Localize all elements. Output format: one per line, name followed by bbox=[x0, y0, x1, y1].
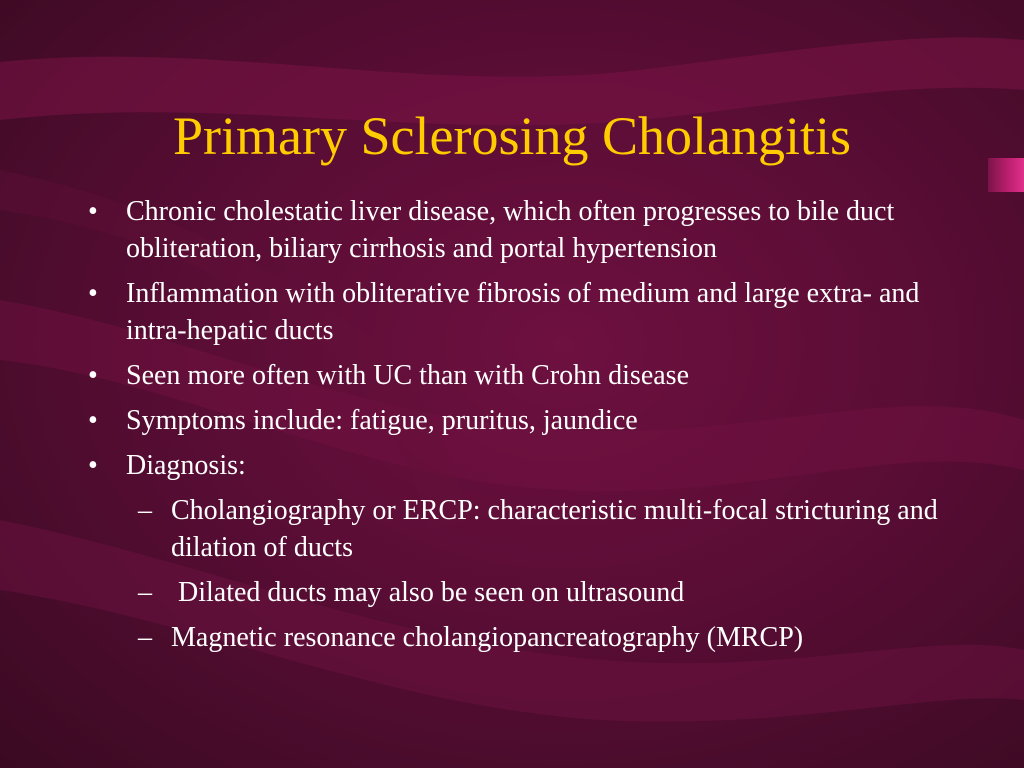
bullet-marker: • bbox=[88, 360, 98, 391]
sub-bullet-item bbox=[88, 574, 968, 611]
bullet-list bbox=[88, 193, 968, 484]
slide-content bbox=[88, 193, 968, 664]
sub-bullet-item bbox=[88, 619, 968, 656]
bullet-item bbox=[88, 357, 968, 394]
slide-title: Primary Sclerosing Cholangitis bbox=[173, 106, 851, 166]
bullet-text: Symptoms include: fatigue, pruritus, jaundice bbox=[126, 405, 638, 436]
bullet-text: Inflammation with obliterative fibrosis of medium and large extra- and intra-hepatic ducts bbox=[126, 278, 920, 346]
bullet-text: Seen more often with UC than with Crohn disease bbox=[126, 360, 690, 391]
bullet-item bbox=[88, 447, 968, 484]
bullet-text: Diagnosis: bbox=[126, 450, 246, 481]
sub-bullet-text: Cholangiography or ERCP: characteristic multi-focal stricturing and dilation of ducts bbox=[171, 495, 938, 563]
sub-bullet-marker: – bbox=[138, 495, 152, 526]
bullet-marker: • bbox=[88, 196, 98, 227]
sub-bullet-text: Dilated ducts may also be seen on ultrasound bbox=[171, 577, 685, 608]
sub-bullet-text: Magnetic resonance cholangiopancreatography (MRCP) bbox=[171, 622, 804, 653]
bullet-marker: • bbox=[88, 405, 98, 436]
bullet-item bbox=[88, 275, 968, 349]
bullet-marker: • bbox=[88, 278, 98, 309]
bullet-item bbox=[88, 193, 968, 267]
sub-bullet-list bbox=[88, 492, 968, 656]
sub-bullet-item bbox=[88, 492, 968, 566]
bullet-marker: • bbox=[88, 450, 98, 481]
bullet-text: Chronic cholestatic liver disease, which often progresses to bile duct obliteration, biliary cirrhosis and portal hypertension bbox=[126, 196, 895, 264]
bullet-item bbox=[88, 402, 968, 439]
sub-bullet-marker: – bbox=[138, 577, 152, 608]
sub-bullet-marker: – bbox=[138, 622, 152, 653]
